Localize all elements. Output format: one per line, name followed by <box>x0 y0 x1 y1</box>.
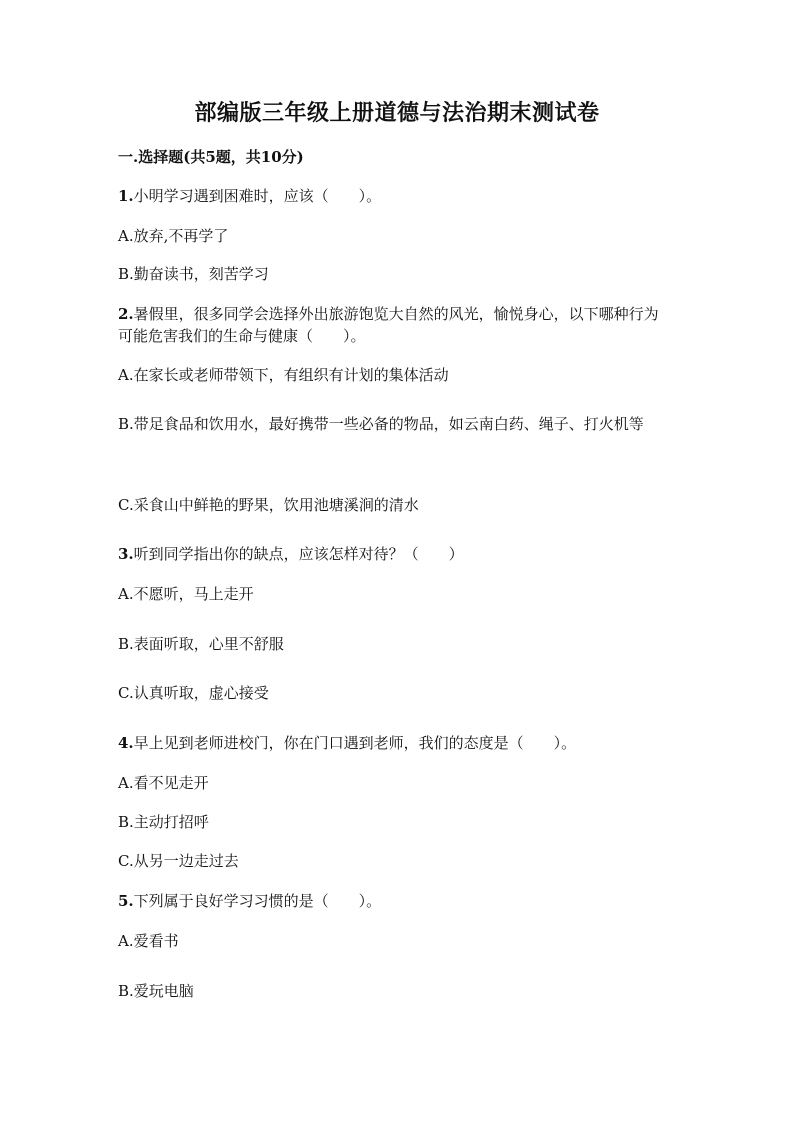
option-4b: B.主动打招呼 <box>118 813 209 831</box>
question-text: 下列属于良好学习习惯的是（ ）。 <box>133 892 382 910</box>
option-1b: B.勤奋读书，刻苦学习 <box>118 265 269 283</box>
page-title: 部编版三年级上册道德与法治期末测试卷 <box>194 100 600 126</box>
question-text: 暑假里，很多同学会选择外出旅游饱览大自然的风光，愉悦身心，以下哪种行为可能危害我们的生命与健康（ ）。 <box>118 305 659 345</box>
option-2b: B.带足食品和饮用水，最好携带一些必备的物品，如云南白药、绳子、打火机等 <box>118 415 644 433</box>
question-text: 小明学习遇到困难时，应该（ ）。 <box>133 187 382 205</box>
option-3b: B.表面听取，心里不舒服 <box>118 635 284 653</box>
question-number: 3. <box>118 545 134 563</box>
question-number: 2. <box>118 305 134 323</box>
question-number: 5. <box>118 892 134 910</box>
option-2c: C.采食山中鲜艳的野果，饮用池塘溪涧的清水 <box>118 496 419 514</box>
section-heading: 一.选择题(共5题，共10分) <box>118 148 304 166</box>
option-2a: A.在家长或老师带领下，有组织有计划的集体活动 <box>118 366 449 384</box>
question-text: 听到同学指出你的缺点，应该怎样对待？（ ） <box>133 545 464 563</box>
question-number: 4. <box>118 734 134 752</box>
option-3c: C.认真听取，虚心接受 <box>118 684 269 702</box>
question-2 <box>118 303 666 347</box>
option-4a: A.看不见走开 <box>118 774 209 792</box>
question-3 <box>118 543 678 565</box>
question-1 <box>118 185 678 207</box>
option-1a: A.放弃,不再学了 <box>118 227 229 245</box>
option-3a: A.不愿听，马上走开 <box>118 585 254 603</box>
question-5 <box>118 890 678 912</box>
question-number: 1. <box>118 187 134 205</box>
option-4c: C.从另一边走过去 <box>118 852 239 870</box>
option-5a: A.爱看书 <box>118 932 179 950</box>
question-text: 早上见到老师进校门，你在门口遇到老师，我们的态度是（ ）。 <box>133 734 577 752</box>
question-4 <box>118 732 678 754</box>
option-5b: B.爱玩电脑 <box>118 982 194 1000</box>
